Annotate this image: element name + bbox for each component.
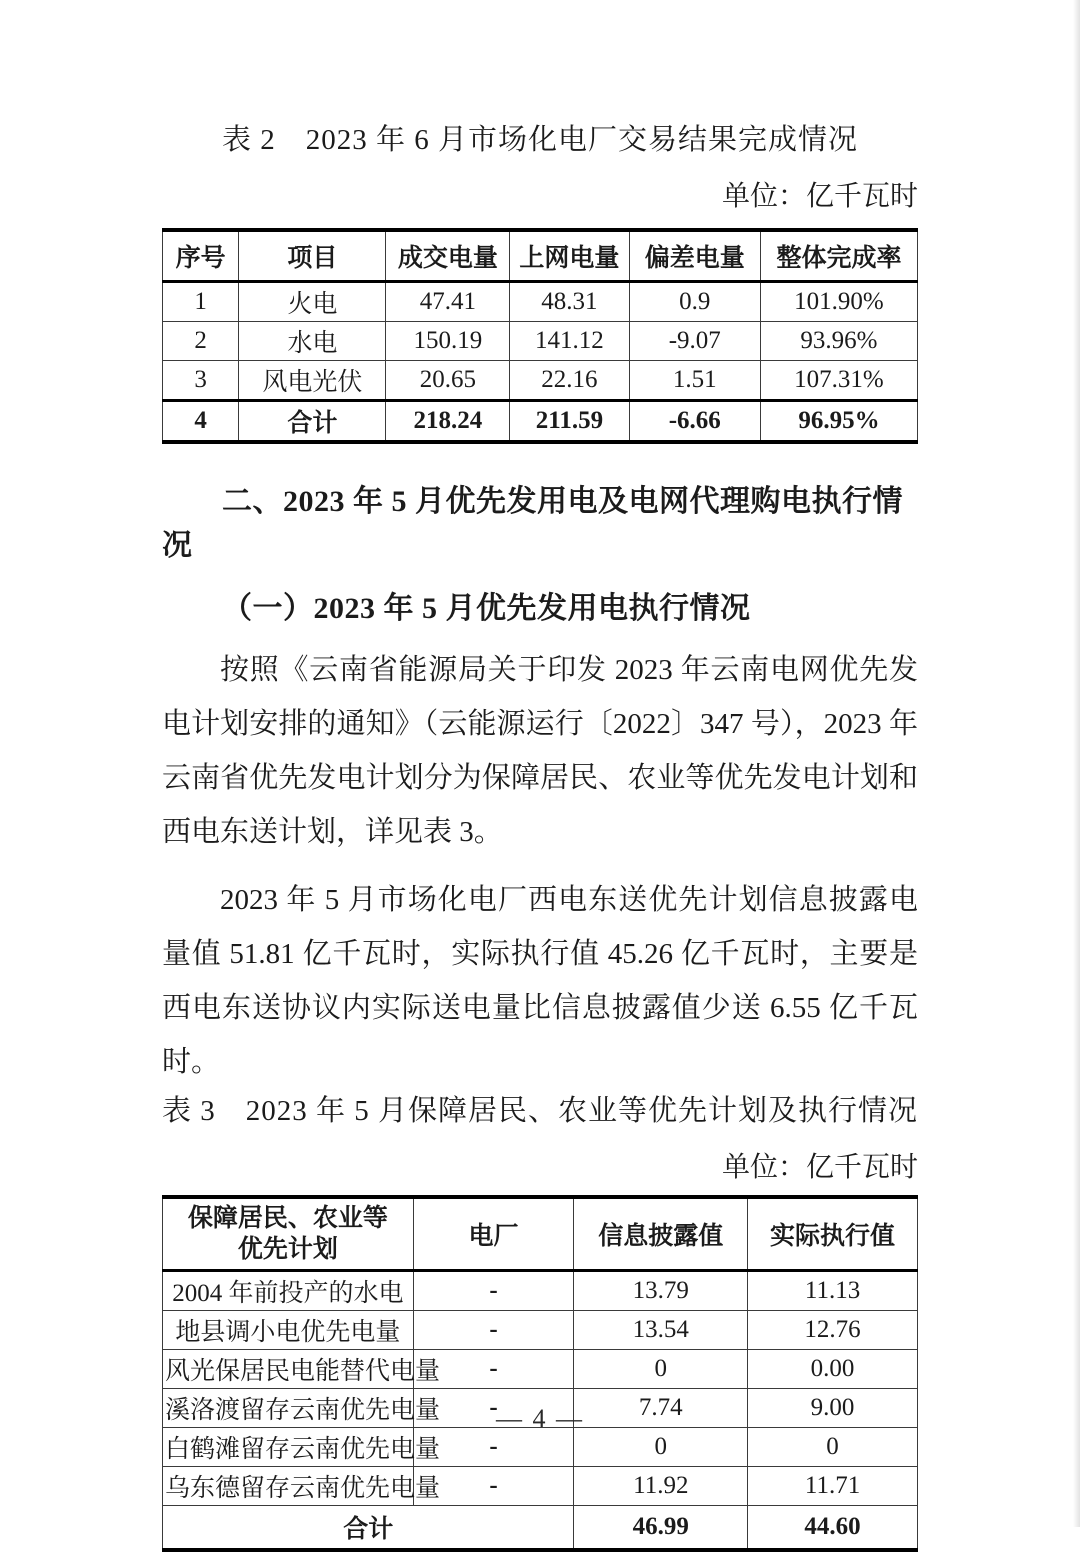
table-cell: - — [413, 1428, 574, 1467]
column-header-plan — [163, 1197, 414, 1271]
page-number: — 4 — — [496, 1404, 584, 1433]
column-header-plant: 电厂 — [413, 1197, 574, 1271]
table-cell-total-label: 合计 — [163, 1506, 574, 1551]
table-cell: 0.9 — [629, 282, 760, 322]
table-cell: 2004 年前投产的水电 — [163, 1271, 414, 1311]
table-cell: 150.19 — [386, 322, 510, 361]
column-header-plan-line2: 优先计划 — [237, 1236, 338, 1263]
table-cell: -9.07 — [629, 322, 760, 361]
table-cell: 乌东德留存云南优先电量 — [163, 1467, 414, 1506]
table-cell: 4 — [163, 401, 239, 443]
table3-unit: 单位：亿千瓦时 — [721, 1152, 918, 1183]
table3-total-row — [163, 1506, 918, 1551]
table2-total-row — [163, 401, 918, 443]
table-cell: - — [413, 1271, 574, 1311]
table-cell: - — [413, 1389, 574, 1428]
table-cell: 48.31 — [510, 282, 629, 322]
paragraph-2: 2023 年 5 月市场化电厂西电东送优先计划信息披露电量值 51.81 亿千瓦时，实际执行值 45.26 亿千瓦时，主要是西电东送协议内实际送电量比信息披露值少送 6.55 亿千瓦时。 — [162, 884, 918, 1078]
table2-title: 表 2 2023 年 6 月市场化电厂交易结果完成情况 — [221, 124, 858, 156]
table3 — [162, 1195, 918, 1552]
table-cell: 风光保居民电能替代电量 — [163, 1350, 414, 1389]
table-cell: 1.51 — [629, 361, 760, 401]
table2 — [162, 228, 918, 444]
table3-header-row — [163, 1197, 918, 1271]
table-cell: -6.66 — [629, 401, 760, 443]
table-cell: 白鹤滩留存云南优先电量 — [163, 1428, 414, 1467]
table3-row-county-small — [163, 1311, 918, 1350]
table-cell: 1 — [163, 282, 239, 322]
column-header-actual: 实际执行值 — [748, 1197, 918, 1271]
table-cell: - — [413, 1350, 574, 1389]
table3-row-pre2004-hydro — [163, 1271, 918, 1311]
table-cell: 211.59 — [510, 401, 629, 443]
column-header-traded: 成交电量 — [386, 230, 510, 282]
table-cell: 水电 — [239, 322, 386, 361]
table-cell: 20.65 — [386, 361, 510, 401]
table-cell: 11.92 — [574, 1467, 748, 1506]
subsection-heading: （一）2023 年 5 月优先发用电执行情况 — [222, 592, 751, 625]
table-cell: 地县调小电优先电量 — [163, 1311, 414, 1350]
table-cell: 93.96% — [760, 322, 917, 361]
table-cell: - — [413, 1467, 574, 1506]
table-cell: 12.76 — [748, 1311, 918, 1350]
table-cell: 218.24 — [386, 401, 510, 443]
column-header-plan-line1: 保障居民、农业等 — [187, 1205, 388, 1232]
table3-title: 表 3 2023 年 5 月保障居民、农业等优先计划及执行情况 — [162, 1095, 919, 1127]
column-header-deviation: 偏差电量 — [629, 230, 760, 282]
section-heading: 二、2023 年 5 月优先发用电及电网代理购电执行情况 — [162, 485, 903, 562]
table-cell: 0.00 — [748, 1350, 918, 1389]
table-cell: 0 — [748, 1428, 918, 1467]
table-cell: 96.95% — [760, 401, 917, 443]
table2-row-hydro — [163, 322, 918, 361]
table-cell: 2 — [163, 322, 239, 361]
table-cell: 107.31% — [760, 361, 917, 401]
column-header-seq: 序号 — [163, 230, 239, 282]
table-cell: 13.54 — [574, 1311, 748, 1350]
table-cell-total-disclosed: 46.99 — [574, 1506, 748, 1551]
paragraph-1: 按照《云南省能源局关于印发 2023 年云南电网优先发电计划安排的通知》（云能源运行〔2022〕347 号），2023 年云南省优先发电计划分为保障居民、农业等优先发电计划和西电东送计划，详见表 3。 — [162, 654, 918, 848]
table-cell: 0 — [574, 1428, 748, 1467]
column-header-item: 项目 — [239, 230, 386, 282]
table-cell: 3 — [163, 361, 239, 401]
column-header-disclosed: 信息披露值 — [574, 1197, 748, 1271]
column-header-completion: 整体完成率 — [760, 230, 917, 282]
table-cell: 47.41 — [386, 282, 510, 322]
table-cell: - — [413, 1311, 574, 1350]
column-header-ongrid: 上网电量 — [510, 230, 629, 282]
table-cell: 11.71 — [748, 1467, 918, 1506]
table2-row-windsolar — [163, 361, 918, 401]
table2-row-thermal — [163, 282, 918, 322]
table-cell: 11.13 — [748, 1271, 918, 1311]
table-cell: 7.74 — [574, 1389, 748, 1428]
table-cell: 13.79 — [574, 1271, 748, 1311]
table3-row-wudongde — [163, 1467, 918, 1506]
table-cell-total-actual: 44.60 — [748, 1506, 918, 1551]
table-cell: 风电光伏 — [239, 361, 386, 401]
table-cell: 溪洛渡留存云南优先电量 — [163, 1389, 414, 1428]
table-cell: 101.90% — [760, 282, 917, 322]
table-cell: 火电 — [239, 282, 386, 322]
table3-row-windsolar-replace — [163, 1350, 918, 1389]
table-cell: 141.12 — [510, 322, 629, 361]
table2-header-row — [163, 230, 918, 282]
table-cell: 合计 — [239, 401, 386, 443]
table-cell: 22.16 — [510, 361, 629, 401]
table2-unit: 单位：亿千瓦时 — [721, 181, 918, 212]
table-cell: 0 — [574, 1350, 748, 1389]
table-cell: 9.00 — [748, 1389, 918, 1428]
